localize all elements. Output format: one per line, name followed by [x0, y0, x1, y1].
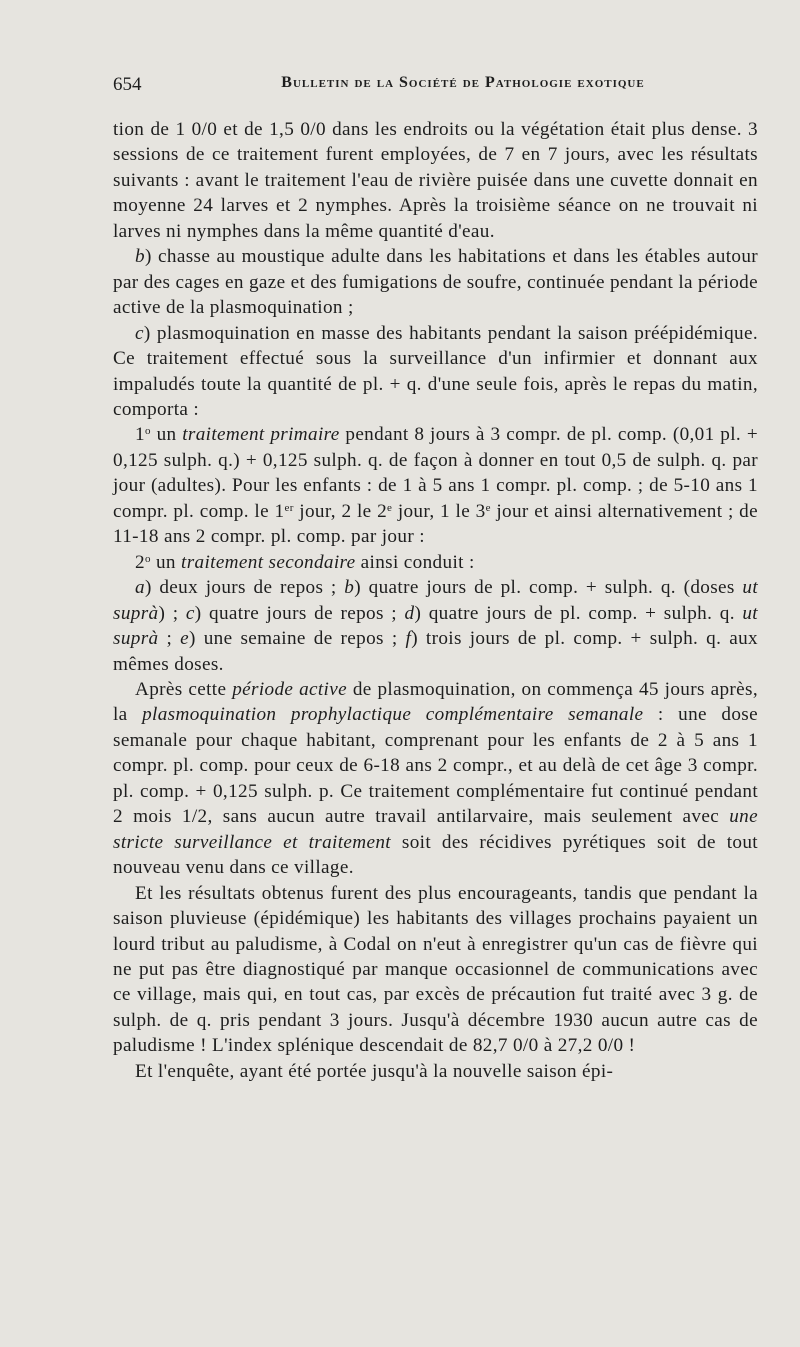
paragraph-enquiry: Et l'enquête, ayant été portée jusqu'à la nouvelle saison épi-	[135, 1060, 614, 1082]
paragraph-prophylactic: Après cette période active de plasmoquination, on commença 45 jours après, la plasmoquination prophylactique complémentaire semanale : une dose semanale pour chaque habitant, comprenant pour les enfants de 2 à 5 ans 1 compr. pl. comp. pour ceux de 6-18 ans 2 compr., et au delà de cet âge 3 compr. pl. comp. + 0,125 sulph. p. Ce traitement complémentaire fut continué pendant 2 mois 1/2, sans aucun autre travail antilarvaire, mais seulement avec une stricte surveillance et traitement soit des récidives pyrétiques soit de tout nouveau venu dans ce village.	[113, 678, 758, 879]
article-body	[113, 117, 758, 1084]
paragraph-secondary-treatment: 2$^o$ un traitement secondaire ainsi conduit :	[135, 551, 475, 573]
running-title: Bulletin de la Société de Pathologie exotique	[281, 74, 645, 91]
paragraph-results: Et les résultats obtenus furent des plus encourageants, tandis que pendant la saison pluvieuse (épidémique) les habitants des villages prochains payaient un lourd tribut au paludisme, à Codal on n'eut à enregistrer qu'un cas de fièvre qui ne put pas être diagnostiqué par manque occasionnel de communications avec ce village, mais qui, en tout cas, par excès de précaution fut traité avec 3 g. de sulph. de q. pris pendant 3 jours. Jusqu'à décembre 1930 aucun autre cas de paludisme ! L'index splénique descendait de 82,7 0/0 à 27,2 0/0 !	[113, 882, 758, 1057]
paragraph-b-adult-mosquito: b) chasse au moustique adulte dans les habitations et dans les étables autour par des cages en gaze et des fumigations de soufre, continuée pendant la période active de la plasmoquination ;	[113, 246, 759, 319]
page-number: 654	[113, 74, 142, 95]
running-header	[113, 70, 758, 100]
paragraph-secondary-schedule: a) deux jours de repos ; b) quatre jours de pl. comp. + sulph. q. (doses ut suprà) ; c) quatre jours de repos ; d) quatre jours de pl. comp. + sulph. q. ut suprà ; e) une semaine de repos ; f) trois jours de pl. comp. + sulph. q. aux mêmes doses.	[113, 577, 759, 675]
paragraph-c-mass-plasmoquination: c) plasmoquination en masse des habitants pendant la saison préépidémique. Ce traitement effectué sous la surveillance d'un infirmier et donnant aux impaludés toute la quantité de pl. + q. d'une seule fois, après le repas du matin, comporta :	[113, 322, 759, 420]
paragraph-primary-treatment: 1$^o$ un traitement primaire pendant 8 jours à 3 compr. de pl. comp. (0,01 pl. + 0,125 sulph. q.) + 0,125 sulph. q. de façon à donner en tout 0,5 de sulph. q. par jour (adultes). Pour les enfants : de 1 à 5 ans 1 compr. pl. comp. ; de 5-10 ans 1 compr. pl. comp. le 1er jour, 2 le 2e jour, 1 le 3e jour et ainsi alternativement ; de 11-18 ans 2 compr. pl. comp. par jour :	[113, 424, 758, 548]
paragraph-larvicide-results: tion de 1 0/0 et de 1,5 0/0 dans les endroits ou la végétation était plus dense. 3 sessions de ce traitement furent employées, de 7 en 7 jours, avec les résultats suivants : avant le traitement l'eau de rivière puisée dans une cuvette donnait en moyenne 24 larves et 2 nymphes. Après la troisième séance on ne trouvait ni larves ni nymphes dans la même quantité d'eau.	[113, 119, 758, 242]
